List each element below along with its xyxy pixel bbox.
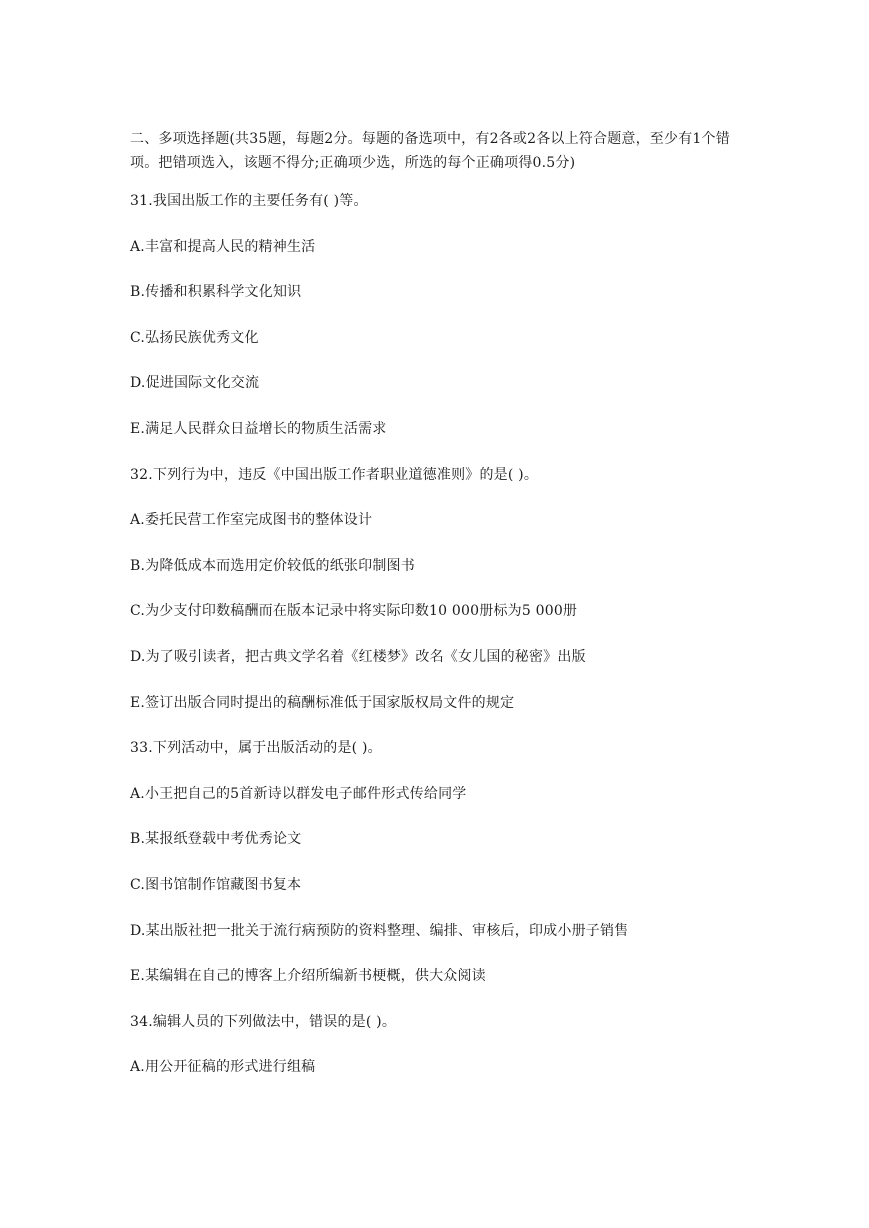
document-content (130, 127, 750, 1102)
question-text: 34.编辑人员的下列做法中，错误的是( )。 (130, 1013, 397, 1030)
question-text: 32.下列行为中，违反《中国出版工作者职业道德准则》的是( )。 (130, 466, 539, 483)
option-a: A.丰富和提高人民的精神生活 (130, 238, 316, 255)
section-heading: 二、多项选择题(共35题，每题2分。每题的备选项中，有2各或2各以上符合题意，至少有1个错项。把错项选入，该题不得分;正确项少选，所选的每个正确项得0.5分) (130, 131, 730, 171)
question-34 (130, 1011, 750, 1079)
option-e: E.某编辑在自己的博客上介绍所编新书梗概，供大众阅读 (130, 968, 486, 985)
option-b: B.为降低成本而选用定价较低的纸张印制图书 (130, 557, 415, 574)
option-b: B.某报纸登载中考优秀论文 (130, 831, 302, 848)
option-b: B.传播和积累科学文化知识 (130, 284, 302, 301)
option-d: D.促进国际文化交流 (130, 375, 260, 392)
question-text: 33.下列活动中，属于出版活动的是( )。 (130, 740, 382, 757)
question-32 (130, 464, 750, 714)
option-d: D.为了吸引读者，把古典文学名着《红楼梦》改名《女儿国的秘密》出版 (130, 648, 586, 665)
option-a: A.用公开征稿的形式进行组稿 (130, 1059, 316, 1076)
option-c: C.为少支付印数稿酬而在版本记录中将实际印数10 000册标为5 000册 (130, 603, 578, 620)
option-c: C.弘扬民族优秀文化 (130, 329, 259, 346)
option-a: A.委托民营工作室完成图书的整体设计 (130, 512, 373, 529)
option-d: D.某出版社把一批关于流行病预防的资料整理、编排、审核后，印成小册子销售 (130, 922, 629, 939)
option-c: C.图书馆制作馆藏图书复本 (130, 876, 302, 893)
option-a: A.小王把自己的5首新诗以群发电子邮件形式传给同学 (130, 785, 467, 802)
option-e: E.签订出版合同时提出的稿酬标准低于国家版权局文件的规定 (130, 694, 515, 711)
question-text: 31.我国出版工作的主要任务有( )等。 (130, 193, 368, 209)
option-e: E.满足人民群众日益增长的物质生活需求 (130, 420, 387, 437)
question-33 (130, 737, 750, 987)
question-31 (130, 190, 750, 440)
